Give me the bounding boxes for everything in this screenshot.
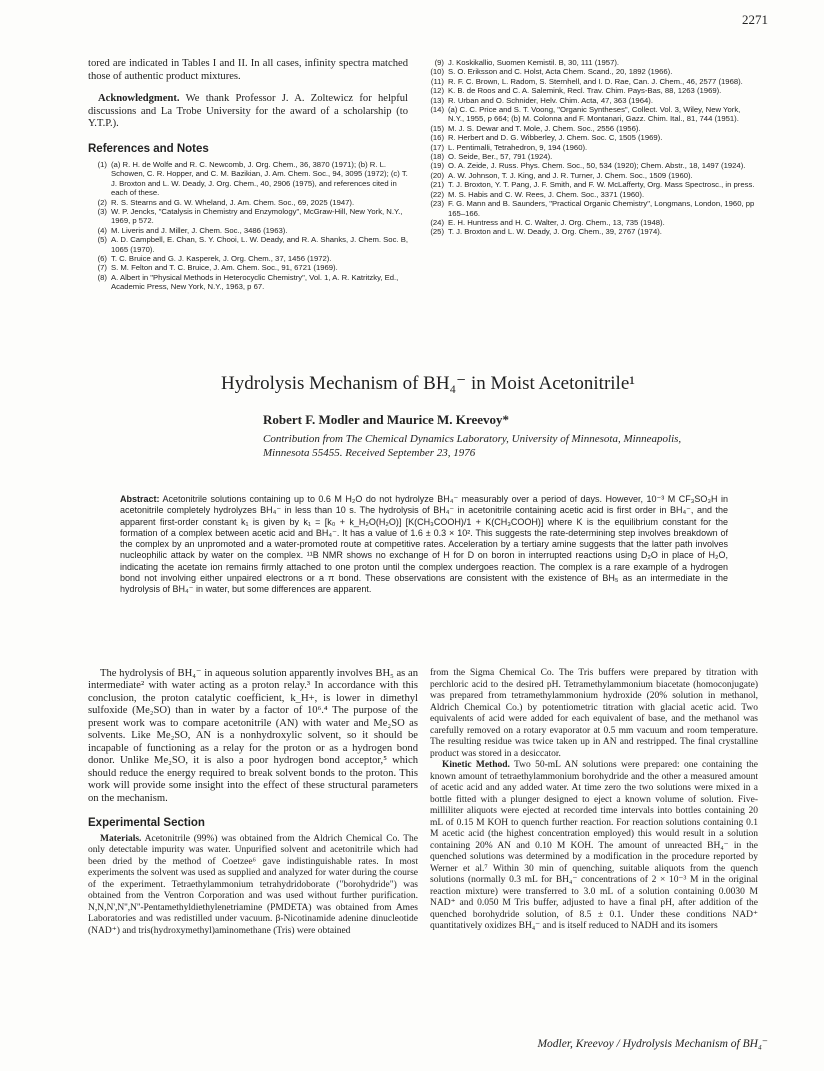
reference-number: (1) xyxy=(97,159,107,169)
reference-number: (2) xyxy=(97,197,107,207)
kinetic-text: Two 50-mL AN solutions were prepared: one containing the known amount of tetraethylammonium borohydride and the other a measured amount of acetic acid and any added water. At time zero the two solutions were mixed in a bottle fitted with a plunger designed to eject a known volume of solution. Five-milliliter aliquots were ejected at recorded time intervals into bottles containing 20 mL of 0.15 M KOH to quench further reaction. For reaction solutions containing 0.1 M acetic acid (the highest concentration employed) this would result in a solution containing 20% AN and 0.10 M KOH. The amount of unreacted BH₄⁻ in the quenched solutions was determined by a modification in the procedure reported by Werner et al.⁷ Within 30 min of quenching, suitable aliquots from the quench solutions (normally 0.3 mL for BH₄⁻ concentrations of 2 × 10⁻³ M in the original reaction mixture) were transferred to 3.0 mL of a solution containing 0.0030 M NAD⁺ and 0.050 M Tris buffer, adjusted to have a final pH, after addition of the quenched borohydride solution, of 8.5 ± 0.1. Under these conditions NAD⁺ quantitatively oxidizes BH₄⁻ and is itself reduced to NADH and its isomers xyxy=(430,760,758,931)
reference-item xyxy=(425,152,755,161)
reference-item xyxy=(88,160,408,198)
reference-number: (13) xyxy=(430,95,444,105)
reference-item xyxy=(88,254,408,263)
reference-number: (25) xyxy=(430,227,444,237)
reference-text: J. Koskikallio, Suomen Kemistil. B, 30, 111 (1957). xyxy=(448,58,620,67)
reference-item xyxy=(425,67,755,76)
reference-item xyxy=(425,143,755,152)
reference-number: (19) xyxy=(430,161,444,171)
reference-item xyxy=(425,77,755,86)
reference-item xyxy=(425,180,755,189)
reference-number: (23) xyxy=(430,199,444,209)
reference-number: (20) xyxy=(430,170,444,180)
reference-number: (5) xyxy=(97,235,107,245)
reference-number: (11) xyxy=(430,76,444,86)
article-authors: Robert F. Modler and Maurice M. Kreevoy* xyxy=(263,412,509,427)
reference-number: (3) xyxy=(97,207,107,216)
reference-text: R. F. C. Brown, L. Radom, S. Sternhell, and I. D. Rae, Can. J. Chem., 46, 2577 (1968). xyxy=(448,76,743,86)
reference-text: W. P. Jencks, "Catalysis in Chemistry and Enzymology", McGraw-Hill, New York, N.Y., 1969, p 572. xyxy=(111,207,403,226)
references-list-left xyxy=(88,160,408,292)
materials-text: Acetonitrile (99%) was obtained from the Aldrich Chemical Co. The only detectable impurity was water. Unpurified solvent and acetonitrile which had been dried by the method of Coetzee⁶ gave indistinguishable rates. In most experiments the solvent was used as supplied and analyzed for water during the course of the experiment. Tetraethylammonium tetrahydridoborate ("borohydride") was obtained from the Ventron Corporation and was used without further purification. N,N,N',N'',N''-Pentamethyldiethylenetriamine (PMDETA) was obtained from Ames Laboratories and was redistilled under vacuum. β-Nicotinamide adenine dinucleotide (NAD⁺) and tris(hydroxymethyl)aminomethane (Tris) were obtained xyxy=(88,833,418,936)
abstract xyxy=(120,494,728,596)
article-title: Hydrolysis Mechanism of BH₄⁻ in Moist Acetonitrile¹ xyxy=(221,373,635,394)
reference-number: (24) xyxy=(430,217,444,227)
reference-item xyxy=(425,58,755,67)
reference-number: (18) xyxy=(430,152,444,162)
reference-item xyxy=(425,86,755,95)
reference-text: E. H. Huntress and H. C. Walter, J. Org. Chem., 13, 735 (1948). xyxy=(448,217,665,227)
reference-number: (16) xyxy=(430,133,444,143)
reference-item xyxy=(425,227,755,236)
reference-item xyxy=(425,161,755,170)
reference-text: (a) R. H. de Wolfe and R. C. Newcomb, J. Org. Chem., 36, 3870 (1971); (b) R. L. Schowen, C. R. Hopper, and C. M. Bazikian, J. Am. Chem. Soc., 94, 3095 (1972); (c) T. J. Broxton and L. W. Deady, J. Org. Chem., 40, 2906 (1975), and references cited in each of these. xyxy=(111,159,408,198)
reference-number: (14) xyxy=(430,105,444,115)
top-right-column xyxy=(425,58,755,237)
reference-text: A. W. Johnson, T. J. King, and J. R. Turner, J. Chem. Soc., 1509 (1960). xyxy=(448,170,693,180)
reference-item xyxy=(88,235,408,254)
reference-text: K. B. de Roos and C. A. Salemink, Recl. Trav. Chim. Pays-Bas, 88, 1263 (1969). xyxy=(448,86,722,96)
intro-paragraph: The hydrolysis of BH₄⁻ in aqueous solution apparently involves BH₅ as an intermediate² with water acting as a proton relay.³ In accordance with this conclusion, the proton catalytic coefficient, k_H+, is lower in dimethyl sulfoxide (Me₂SO) than in water by a factor of 10⁶.⁴ The purpose of the present work was to compare acetonitrile (AN) with water and Me₂SO as solvents. Like Me₂SO, AN is a nonhydroxylic solvent, so it should be incapable of functioning as a relay for the proton or as a hydrogen bond donor. Unlike Me₂SO, it is also a poor hydrogen bond acceptor,⁵ which should reduce the energy required to break solvent bonds to the proton. This work will provide some insight into the effect of these structural parameters on the mechanism. xyxy=(88,668,418,804)
reference-text: M. S. Habis and C. W. Rees, J. Chem. Soc., 3371 (1960). xyxy=(448,189,645,199)
reference-text: T. J. Broxton and L. W. Deady, J. Org. Chem., 39, 2767 (1974). xyxy=(448,227,662,237)
reference-number: (22) xyxy=(430,189,444,199)
reference-number: (8) xyxy=(97,272,107,282)
reference-text: (a) C. C. Price and S. T. Voong, "Organic Syntheses", Collect. Vol. 3, Wiley, New York, N.Y., 1955, p 664; (b) M. Colonna and F. Montanari, Gazz. Chim. Ital., 81, 744 (1951). xyxy=(448,105,741,124)
kinetic-paragraph xyxy=(430,760,758,933)
reference-text: S. M. Felton and T. C. Bruice, J. Am. Chem. Soc., 91, 6721 (1969). xyxy=(111,263,338,273)
reference-text: R. Urban and O. Schnider, Helv. Chim. Acta, 47, 363 (1964). xyxy=(448,95,653,105)
reference-number: (6) xyxy=(97,254,107,264)
materials-continued: from the Sigma Chemical Co. The Tris buffers were prepared by titration with perchloric acid to the desired pH. Tetramethylammonium biacetate (homoconjugate) was prepared from tetramethylammonium hydroxide (20% solution in methanol, Aldrich Chemical Co.) by potentiometric titration with glacial acetic acid. Two equivalents of acid were added for each equivalent of base, and the methanol was carefully removed on a rotary evaporator at 0.5 mm vacuum and room temperature. The resulting residue was twice taken up in AN and restripped. The final crystalline product was stored in a desiccator. xyxy=(430,668,758,759)
reference-item xyxy=(425,133,755,142)
reference-item xyxy=(88,207,408,226)
reference-item xyxy=(88,226,408,235)
reference-text: O. A. Zeide, J. Russ. Phys. Chem. Soc., 50, 534 (1920); Chem. Abstr., 18, 1497 (1924). xyxy=(448,161,746,171)
reference-text: T. C. Bruice and G. J. Kasperek, J. Org. Chem., 37, 1456 (1972). xyxy=(111,254,332,264)
reference-item xyxy=(88,273,408,292)
top-left-column xyxy=(88,58,408,292)
page-number: 2271 xyxy=(742,12,768,27)
carryover-text: tored are indicated in Tables I and II. In all cases, infinity spectra matched those of authentic product mixtures. xyxy=(88,58,408,82)
reference-text: A. D. Campbell, E. Chan, S. Y. Chooi, L. W. Deady, and R. A. Shanks, J. Chem. Soc. B, 1065 (1970). xyxy=(111,235,408,254)
reference-text: F. G. Mann and B. Saunders, "Practical Organic Chemistry", Longmans, London, 1960, pp 165–166. xyxy=(448,199,755,218)
reference-number: (10) xyxy=(430,67,444,77)
reference-number: (21) xyxy=(430,180,444,190)
references-heading: References and Notes xyxy=(88,142,209,155)
body-left-column xyxy=(88,668,418,937)
references-list-right xyxy=(425,58,755,237)
abstract-text: Acetonitrile solutions containing up to 0.6 M H₂O do not hydrolyze BH₄⁻ measurably over a period of days. However, 10⁻³ M CF₃SO₃H in acetonitrile completely hydrolyzes BH₄⁻ in less than 10 s. The hydrolysis of BH₄⁻ in acetonitrile containing acetic acid is first order in BH₄⁻, and the apparent first-order constant k₁ is given by k₁ = [k₀ + k_H₂O(H₂O)] [K(CH₃COOH)/1 + K(CH₃COOH)] where K is the equilibrium constant for the formation of a complex between acetic acid and BH₄⁻. It has a value of 1.6 ± 0.3 × 10². This suggests the rate-determining step involves breakdown of the complex by an unpromoted and a water-promoted route at competitive rates. Acceleration by a tertiary amine suggests that the latter path involves nucleophilic attack by water on the complex. ¹¹B NMR shows no exchange of H for D on boron in interrupted reactions using D₂O in place of H₂O, indicating the acetate ion remains firmly attached to one proton until the complex undergoes reaction. The complex is a rare example of a hydrogen bond not involving either unpaired electrons or a π bond. These observations are consistent with the existence of BH₅ as an intermediate in the hydrolysis of BH₄⁻ in water, but some differences are apparent. xyxy=(120,494,728,595)
reference-text: T. J. Broxton, Y. T. Pang, J. F. Smith, and F. W. McLafferty, Org. Mass Spectrosc., in press. xyxy=(448,180,755,190)
reference-number: (15) xyxy=(430,123,444,133)
article-affiliation: Contribution from The Chemical Dynamics Laboratory, University of Minnesota, Minneapolis, Minnesota 55455. Received September 23, 1976 xyxy=(263,433,682,459)
reference-text: M. J. S. Dewar and T. Mole, J. Chem. Soc., 2556 (1956). xyxy=(448,123,641,133)
acknowledgment xyxy=(88,93,408,131)
reference-text: S. O. Eriksson and C. Holst, Acta Chem. Scand., 20, 1892 (1966). xyxy=(448,67,673,77)
reference-number: (4) xyxy=(97,225,107,235)
experimental-heading: Experimental Section xyxy=(88,816,205,829)
reference-item xyxy=(425,190,755,199)
reference-number: (17) xyxy=(430,142,444,152)
reference-item xyxy=(88,263,408,272)
abstract-label: Abstract: xyxy=(120,494,160,504)
reference-text: L. Pentimalli, Tetrahedron, 9, 194 (1960). xyxy=(448,142,588,152)
reference-number: (7) xyxy=(97,263,107,273)
kinetic-heading: Kinetic Method. xyxy=(442,760,510,770)
reference-item xyxy=(425,199,755,218)
reference-item xyxy=(425,105,755,124)
reference-number: (9) xyxy=(434,58,444,67)
reference-item xyxy=(425,218,755,227)
reference-item xyxy=(425,96,755,105)
ack-text: We thank Professor J. A. Zoltewicz for helpful discussions and La Trobe University for the award of a scholarship (to Y.T.P.). xyxy=(88,93,408,130)
ack-heading: Acknowledgment. xyxy=(98,93,180,105)
materials-paragraph xyxy=(88,834,418,938)
body-right-column xyxy=(430,668,758,933)
reference-text: A. Albert in "Physical Methods in Heterocyclic Chemistry", Vol. 1, A. R. Katritzky, Ed., Academic Press, New York, N.Y., 1963, p 67. xyxy=(111,272,399,292)
reference-item xyxy=(425,171,755,180)
reference-number: (12) xyxy=(430,86,444,96)
reference-text: R. S. Stearns and G. W. Wheland, J. Am. Chem. Soc., 69, 2025 (1947). xyxy=(111,197,355,207)
running-footer: Modler, Kreevoy / Hydrolysis Mechanism of BH₄⁻ xyxy=(537,1038,768,1050)
reference-item xyxy=(88,198,408,207)
materials-heading: Materials. xyxy=(100,833,142,844)
reference-text: M. Liveris and J. Miller, J. Chem. Soc., 3486 (1963). xyxy=(111,225,288,235)
reference-text: O. Seide, Ber., 57, 791 (1924). xyxy=(448,152,553,162)
reference-item xyxy=(425,124,755,133)
reference-text: R. Herbert and D. G. Wibberley, J. Chem. Soc. C, 1505 (1969). xyxy=(448,133,663,143)
